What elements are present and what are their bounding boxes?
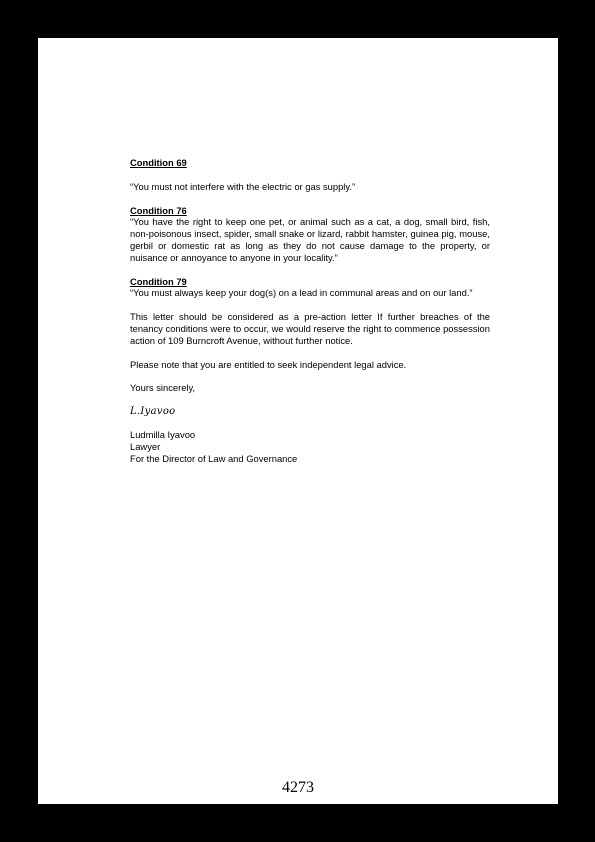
condition-76-text: “You have the right to keep one pet, or animal such as a cat, a dog, small bird, fish, non-poisonous insect, spider, small snake or lizard, rabbit hamster, guinea pig, mouse, gerbil or domestic rat as long as they do not cause damage to the property, or nuisance or annoyance to anyone in your locality.”: [130, 216, 490, 263]
pre-action-paragraph: This letter should be considered as a pre-action letter If further breaches of the tenancy conditions were to occur, we would reserve the right to commence possession action of 109 Burncroft Avenue, without further notice.: [130, 311, 490, 346]
condition-79-text: “You must always keep your dog(s) on a lead in communal areas and on our land.”: [130, 287, 473, 299]
signatory-department: For the Director of Law and Governance: [130, 452, 298, 464]
document-page: [38, 38, 558, 804]
closing-salutation: Yours sincerely,: [130, 382, 196, 394]
handwritten-signature: L.Iyavoo: [130, 406, 176, 418]
condition-69-text: “You must not interfere with the electric or gas supply.”: [130, 180, 356, 192]
condition-79-heading: Condition 79: [130, 275, 187, 287]
signatory-title: Lawyer: [130, 440, 161, 452]
page-number: 4273: [282, 779, 314, 796]
legal-advice-paragraph: Please note that you are entitled to seek independent legal advice.: [130, 358, 407, 370]
letter-body: [130, 157, 490, 465]
signatory-name: Ludmilla Iyavoo: [130, 429, 196, 441]
condition-69-heading: Condition 69: [130, 157, 187, 168]
condition-76-heading: Condition 76: [130, 204, 187, 216]
